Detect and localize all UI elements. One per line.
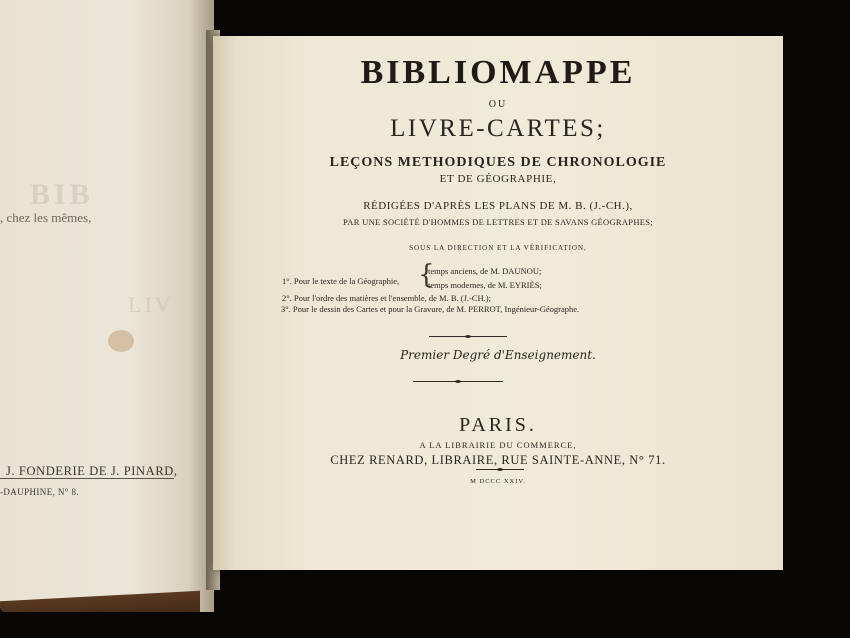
lecons-line: LEÇONS METHODIQUES DE CHRONOLOGIE (329, 155, 667, 170)
credit-item-1: 1°. Pour le texte de la Géographie, (282, 276, 400, 286)
printer-imprint: J. FONDERIE DE J. PINARD, (6, 464, 178, 478)
direction-line: SOUS LA DIRECTION ET LA VÉRIFICATION, (409, 244, 587, 252)
credit-anciens: temps anciens, de M. DAUNOU; (428, 266, 542, 276)
bleed-through-subtitle: LIV (128, 292, 174, 317)
ornament-dot (465, 335, 471, 338)
title-conjunction: OU (488, 99, 508, 110)
book-subtitle: LIVRE-CARTES; (390, 115, 606, 142)
redigees-line: RÉDIGÉES D'APRÈS LES PLANS DE M. B. (J.-CH.), (363, 200, 633, 212)
foxing-stain (108, 330, 134, 352)
printer-address: -DAUPHINE, N° 8. (0, 487, 79, 497)
bleed-through-title: BIB (30, 178, 94, 211)
book-title: BIBLIOMAPPE (360, 54, 636, 91)
brace-glyph: { (418, 260, 435, 290)
imprint-librairie: A LA LIBRAIRIE DU COMMERCE, (419, 440, 577, 450)
credit-item-3: 3°. Pour le dessin des Cartes et pour la Gravure, de M. PERROT, Ingénieur-Géographe. (281, 304, 580, 314)
left-page (0, 0, 214, 612)
left-page-chez-text: , chez les mêmes, (0, 210, 92, 225)
geographie-line: ET DE GÉOGRAPHIE, (439, 173, 557, 185)
imprint-date: M DCCC XXIV. (470, 478, 526, 485)
credit-modernes: temps modernes, de M. EYRIÈS; (428, 280, 542, 290)
leather-cover-edge (0, 591, 200, 612)
ornament-dot (455, 380, 461, 383)
credit-item-2: 2°. Pour l'ordre des matières et l'ensemble, de M. B. (J.-CH.); (282, 293, 492, 303)
societe-line: PAR UNE SOCIÉTÉ D'HOMMES DE LETTRES ET DE SAVANS GÉOGRAPHES; (343, 217, 653, 227)
imprint-city: PARIS. (459, 414, 537, 436)
title-page (213, 36, 783, 570)
imprint-address: CHEZ RENARD, LIBRAIRE, RUE SAINTE-ANNE, N° 71. (330, 453, 666, 467)
ornament-dot (497, 468, 503, 471)
handwritten-degre: Premier Degré d'Enseignement. (400, 348, 596, 362)
